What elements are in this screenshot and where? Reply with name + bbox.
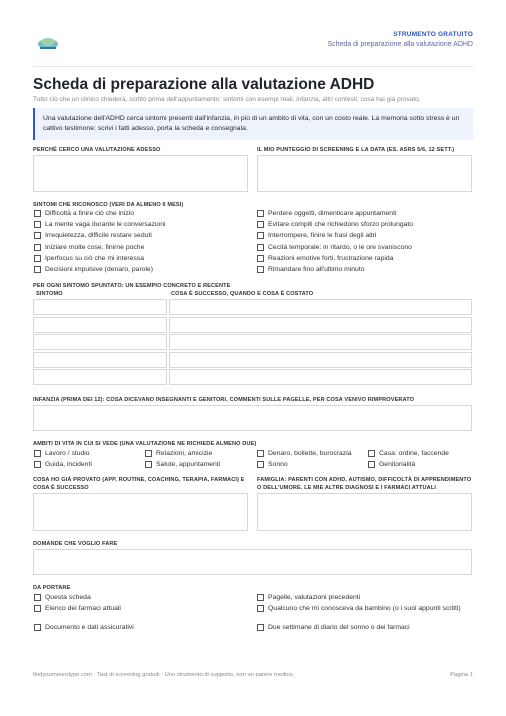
checkbox-label: Sonno [268,461,288,468]
checkbox-label: Difficoltà a finire ciò che inizio [45,210,135,217]
checkbox[interactable] [257,221,264,228]
symptom-checkbox[interactable] [34,209,134,218]
example-what-cell[interactable] [169,299,472,315]
bring-checkbox[interactable] [34,623,134,632]
symptom-checkbox[interactable] [257,254,393,263]
checkbox-label: Reazioni emotive forti, frustrazione rapida [268,254,394,262]
area-checkbox[interactable] [368,460,415,469]
questions-label: DOMANDE CHE VOGLIO FARE [33,541,118,547]
checkbox[interactable] [257,605,264,612]
areas-label: AMBITI DI VITA IN CUI SI VEDE (UNA VALUTAZIONE NE RICHIEDE ALMENO DUE) [33,441,257,447]
area-checkbox[interactable] [368,449,449,458]
intro-callout: Una valutazione dell'ADHD cerca sintomi presenti dall'infanzia, in più di un ambito di vita, con un costo reale. La memoria sotto stress è un cattivo testimone: scrivi i fatti adesso, porta la scheda e consegnala. [33,108,473,140]
area-checkbox[interactable] [34,449,90,458]
checkbox[interactable] [257,210,264,217]
symptom-checkbox[interactable] [257,231,376,240]
symptoms-label: SINTOMI CHE RICONOSCO (VERI DA ALMENO 6 MESI) [33,202,184,208]
score-label: IL MIO PUNTEGGIO DI SCREENING E LA DATA (ES. ASRS 5/6, 12 SETT.) [257,147,455,153]
example-what-cell[interactable] [169,334,472,350]
col-symptom-label: SINTOMO [36,291,63,297]
why-field[interactable] [33,155,248,192]
family-label: FAMIGLIA: PARENTI CON ADHD, AUTISMO, DIFFICOLTÀ DI APPRENDIMENTO O DELL'UMORE. LE MIE ALTRE DIAGNOSI E I FARMACI ATTUALI [257,477,472,491]
checkbox[interactable] [34,450,41,457]
checkbox[interactable] [34,232,41,239]
checkbox-label: Cecità temporale: in ritardo, o le ore svaniscono [268,243,412,251]
childhood-label: INFANZIA (PRIMA DEI 12): COSA DICEVANO INSEGNANTI E GENITORI, COMMENTI SULLE PAGELLE, PER COSA VENIVO RIMPROVERATO [33,397,415,403]
symptom-checkbox[interactable] [257,243,412,252]
checkbox[interactable] [257,461,264,468]
checkbox-label: Lavoro / studio [45,450,90,457]
area-checkbox[interactable] [257,449,352,458]
tried-label: COSA HO GIÀ PROVATO (APP, ROUTINE, COACHING, TERAPIA, FARMACI) E COSA È SUCCESSO [33,477,245,491]
bring-checkbox[interactable] [34,604,121,613]
example-symptom-cell[interactable] [33,299,167,315]
example-what-cell[interactable] [169,317,472,333]
checkbox[interactable] [34,461,41,468]
checkbox[interactable] [34,624,41,631]
checkbox[interactable] [145,450,152,457]
checkbox-label: Evitare compiti che richiedono sforzo prolungato [268,221,414,229]
tried-field[interactable] [33,493,248,531]
checkbox-label: Interrompere, finire le frasi degli altri [268,232,377,240]
example-what-cell[interactable] [169,352,472,368]
checkbox-label: Iperfocus su ciò che mi interessa [45,254,144,262]
checkbox[interactable] [257,255,264,262]
checkbox-label: Irrequietezza, difficile restare seduti [45,232,152,240]
col-what-label: COSA È SUCCESSO, QUANDO E COSA È COSTATO [171,291,314,297]
area-checkbox[interactable] [145,449,212,458]
checkbox[interactable] [257,232,264,239]
symptom-checkbox[interactable] [257,265,365,274]
checkbox[interactable] [257,266,264,273]
symptom-checkbox[interactable] [34,243,144,252]
checkbox-label: Pagelle, valutazioni precedenti [268,594,361,601]
symptom-checkbox[interactable] [257,220,413,229]
questions-field[interactable] [33,549,472,575]
checkbox[interactable] [257,594,264,601]
checkbox-label: Casa: ordine, faccende [379,450,449,457]
checkbox[interactable] [34,210,41,217]
checkbox-label: Denaro, bollette, burocrazia [268,450,352,457]
checkbox[interactable] [34,605,41,612]
bring-checkbox[interactable] [34,593,91,602]
tool-info [327,31,473,48]
area-checkbox[interactable] [145,460,220,469]
checkbox[interactable] [34,221,41,228]
checkbox-label: La mente vaga durante le conversazioni [45,221,166,229]
checkbox-label: Guida, incidenti [45,461,92,468]
symptom-checkbox[interactable] [34,265,153,274]
example-label: PER OGNI SINTOMO SPUNTATO: UN ESEMPIO CONCRETO E RECENTE [33,283,231,289]
bring-checkbox[interactable] [257,604,467,613]
checkbox[interactable] [145,461,152,468]
bring-label: DA PORTARE [33,585,71,591]
checkbox[interactable] [34,255,41,262]
score-field[interactable] [257,155,472,192]
checkbox-label: Relazioni, amicizie [156,450,213,457]
childhood-field[interactable] [33,405,472,431]
page-footer [33,672,473,678]
checkbox[interactable] [257,450,264,457]
example-symptom-cell[interactable] [33,352,167,368]
header-divider [33,66,473,67]
family-field[interactable] [257,493,472,531]
checkbox[interactable] [257,624,264,631]
checkbox[interactable] [34,266,41,273]
footer-text: findyourneurotype.com · Test di screening gratuiti · Uno strumento di supporto, non un parere medico. [33,672,295,678]
symptom-checkbox[interactable] [257,209,396,218]
checkbox-label: Documento e dati assicurativi [45,624,134,631]
checkbox-label: Perdere oggetti, dimenticare appuntamenti [268,210,397,217]
example-symptom-cell[interactable] [33,334,167,350]
checkbox-label: Rimandare fino all'ultimo minuto [268,266,365,273]
example-symptom-cell[interactable] [33,369,167,385]
bring-checkbox[interactable] [257,623,467,632]
checkbox-label: Decisioni impulsive (denaro, parole) [45,266,154,273]
symptom-checkbox[interactable] [34,231,152,240]
checkbox[interactable] [34,594,41,601]
checkbox-label: Genitorialità [379,461,416,468]
symptom-checkbox[interactable] [34,254,144,263]
checkbox[interactable] [368,461,375,468]
area-checkbox[interactable] [34,460,92,469]
area-checkbox[interactable] [257,460,288,469]
checkbox-label: Elenco dei farmaci attuali [45,605,121,612]
page-subtitle: Tutto ciò che un clinico chiederà, scritto prima dell'appuntamento: sintomi con esempi reali, infanzia, altri contesti, cosa hai già provato. [33,96,421,103]
checkbox[interactable] [34,244,41,251]
why-label: PERCHÉ CERCO UNA VALUTAZIONE ADESSO [33,147,161,153]
page-number: Pagina 1 [450,672,473,678]
bring-checkbox[interactable] [257,593,467,602]
example-what-cell[interactable] [169,369,472,385]
page-title: Scheda di preparazione alla valutazione ADHD [33,76,375,93]
checkbox-label: Questa scheda [45,594,91,601]
checkbox-label: Iniziare molte cose, finirne poche [45,243,145,251]
checkbox[interactable] [257,244,264,251]
page-header [33,30,473,58]
checkbox[interactable] [368,450,375,457]
tool-subtitle: Scheda di preparazione alla valutazione ADHD [327,41,473,48]
symptom-checkbox[interactable] [34,220,166,229]
checkbox-label: Qualcuno che mi conosceva da bambino (o i suoi appunti scritti) [268,605,461,612]
checkbox-label: Due settimane di diario del sonno o dei farmaci [268,624,410,631]
example-symptom-cell[interactable] [33,317,167,333]
tool-label: STRUMENTO GRATUITO [393,31,473,38]
logo-icon [37,36,59,50]
checkbox-label: Salute, appuntamenti [156,461,221,468]
